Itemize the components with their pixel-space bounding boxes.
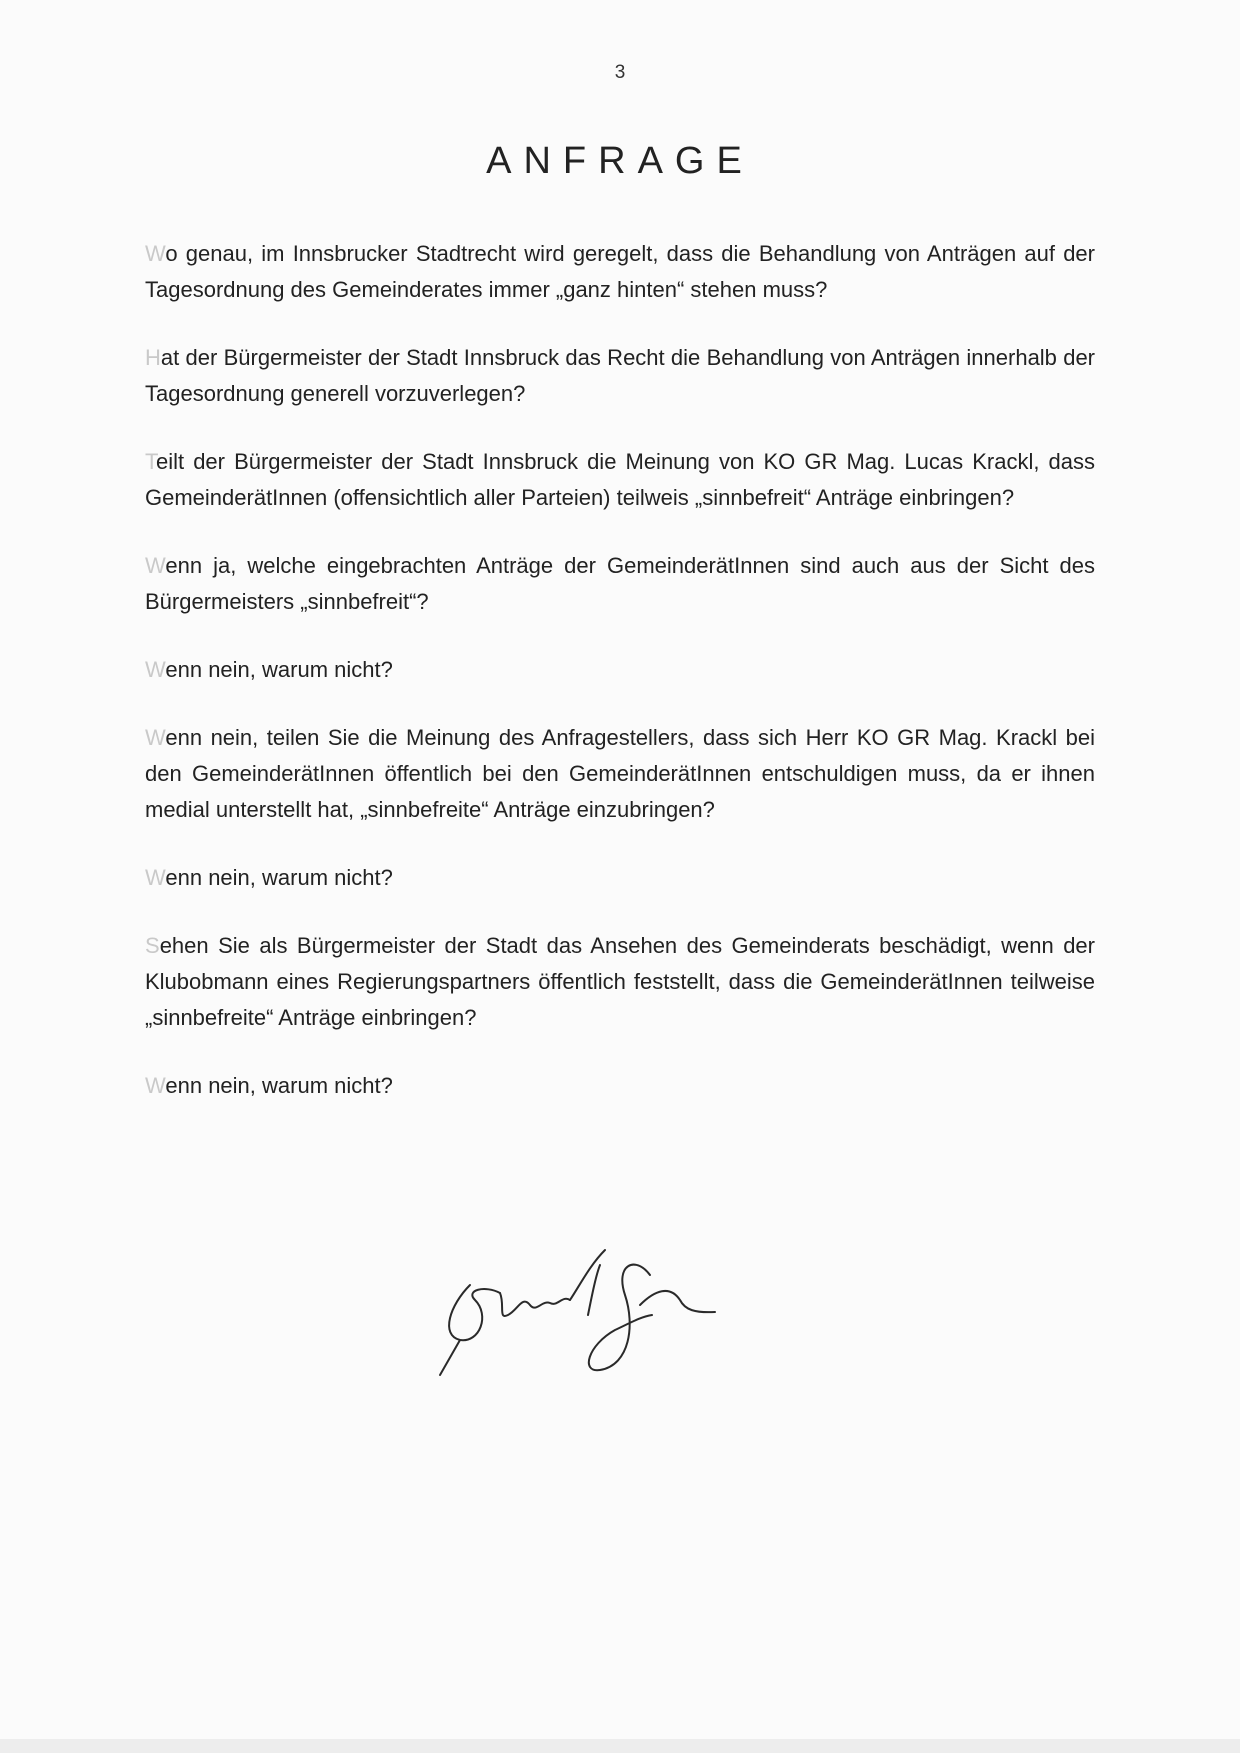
paragraph-text: enn nein, warum nicht? (165, 865, 393, 890)
paragraph-text: enn nein, teilen Sie die Meinung des Anfragestellers, dass sich Herr KO GR Mag. Krackl bei den GemeinderätInnen öffentlich bei den GemeinderätInnen entschuldigen muss, da er ihnen medial unterstellt hat, „sinnbefreite“ Anträge einzubringen? (145, 725, 1095, 822)
paragraph-initial: W (145, 865, 166, 890)
question-paragraph (145, 1068, 1095, 1104)
scan-edge (0, 1739, 1240, 1753)
handwritten-signature (430, 1245, 730, 1385)
question-paragraph (145, 860, 1095, 896)
paragraph-initial: W (145, 241, 166, 266)
paragraph-initial: W (145, 553, 166, 578)
paragraph-initial: H (145, 345, 161, 370)
question-list (145, 236, 1095, 1136)
question-paragraph (145, 720, 1095, 828)
question-paragraph (145, 548, 1095, 620)
question-paragraph (145, 652, 1095, 688)
question-paragraph (145, 444, 1095, 516)
document-title: ANFRAGE (486, 140, 754, 182)
paragraph-text: enn ja, welche eingebrachten Anträge der GemeinderätInnen sind auch aus der Sicht des Bürgermeisters „sinnbefreit“? (145, 553, 1095, 614)
paragraph-text: at der Bürgermeister der Stadt Innsbruck das Recht die Behandlung von Anträgen innerhalb der Tagesordnung generell vorzuverlegen? (145, 345, 1095, 406)
paragraph-initial: W (145, 657, 166, 682)
paragraph-text: ehen Sie als Bürgermeister der Stadt das Ansehen des Gemeinderats beschädigt, wenn der Klubobmann eines Regierungspartners öffentlich feststellt, dass die GemeinderätInnen teilweise „sinnbefreite“ Anträge einbringen? (145, 933, 1095, 1030)
question-paragraph (145, 928, 1095, 1036)
paragraph-text: enn nein, warum nicht? (165, 657, 393, 682)
paragraph-text: eilt der Bürgermeister der Stadt Innsbruck die Meinung von KO GR Mag. Lucas Krackl, dass GemeinderätInnen (offensichtlich aller Parteien) teilweis „sinnbefreit“ Anträge einbringen? (145, 449, 1095, 510)
paragraph-text: o genau, im Innsbrucker Stadtrecht wird geregelt, dass die Behandlung von Anträgen auf der Tagesordnung des Gemeinderates immer „ganz hinten“ stehen muss? (145, 241, 1095, 302)
question-paragraph (145, 236, 1095, 308)
page-number: 3 (614, 62, 626, 83)
question-paragraph (145, 340, 1095, 412)
paragraph-initial: T (145, 449, 156, 474)
paragraph-initial: W (145, 725, 166, 750)
paragraph-initial: S (145, 933, 160, 958)
paragraph-text: enn nein, warum nicht? (165, 1073, 393, 1098)
paragraph-initial: W (145, 1073, 166, 1098)
